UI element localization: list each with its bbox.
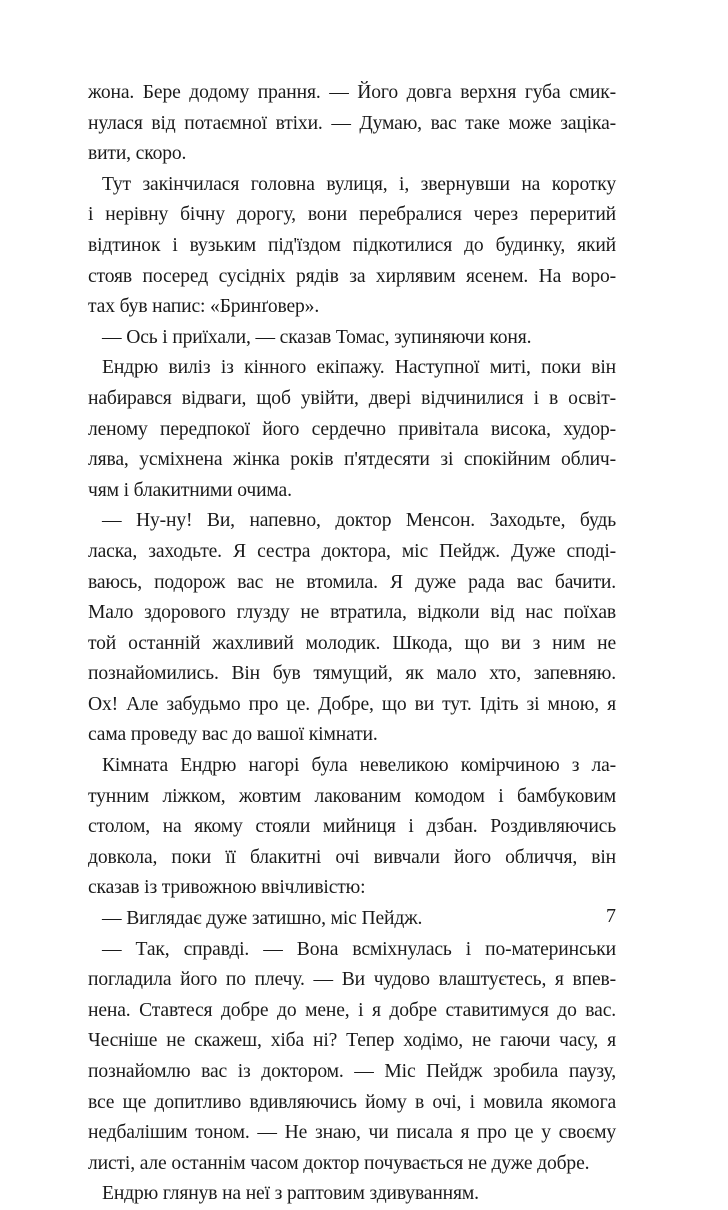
page-number: 7 (606, 905, 616, 927)
text-line: недбалішим тоном. — Не знаю, чи писала я про це у своєму (88, 1122, 616, 1144)
text-line: чям і блакитними очима. (88, 479, 292, 501)
paragraph (88, 323, 616, 354)
paragraph (88, 1179, 616, 1210)
text-line: Тут закінчилася головна вулиця, і, звернувши на коротку (102, 173, 616, 195)
text-line: листі, але останнім часом доктор почувається не дуже добре. (88, 1152, 590, 1174)
text-line: столом, на якому стояли мийниця і дзбан. Роздивляючись (88, 816, 616, 838)
text-line: тах був напис: «Бринґовер». (88, 296, 320, 318)
text-line: Ендрю глянув на неї з раптовим здивуванням. (102, 1183, 479, 1205)
text-line: нена. Ставтеся добре до мене, і я добре ставитимуся до вас. (88, 999, 616, 1021)
text-line: леному передпокої його сердечно привітала висока, худор- (88, 418, 616, 440)
text-line: — Ось і приїхали, — сказав Томас, зупиняючи коня. (102, 326, 532, 348)
paragraph (88, 904, 616, 935)
text-line: стояв посеред сусідніх рядів за хирлявим ясенем. На воро- (88, 265, 616, 287)
text-line: той останній жахливий молодик. Шкода, що ви з ним не (88, 632, 616, 654)
text-line: нулася від потаємної втіхи. — Думаю, вас таке може заціка- (88, 112, 616, 134)
paragraph (88, 78, 616, 170)
text-line: жона. Бере додому прання. — Його довга верхня губа смик- (88, 82, 616, 103)
text-line: — Виглядає дуже затишно, міс Пейдж. (102, 908, 423, 930)
text-line: Мало здорового глузду не втратила, відколи від нас поїхав (88, 602, 616, 624)
text-line: лява, усміхнена жінка років п'ятдесяти зі спокійним облич- (88, 449, 616, 471)
paragraph (88, 506, 616, 751)
text-line: ласка, заходьте. Я сестра доктора, міс Пейдж. Дуже споді- (88, 540, 616, 562)
text-line: вити, скоро. (88, 143, 187, 165)
text-line: погладила його по плечу. — Ви чудово влаштуєтесь, я впев- (88, 969, 616, 991)
paragraph (88, 935, 616, 1180)
text-line: тунним ліжком, жовтим лакованим комодом і бамбуковим (88, 785, 616, 807)
paragraph (88, 353, 616, 506)
text-line: Чесніше не скажеш, хіба ні? Тепер ходімо, не гаючи часу, я (88, 1030, 616, 1052)
text-line: сама проведу вас до вашої кімнати. (88, 724, 378, 746)
paragraph (88, 751, 616, 904)
text-line: — Так, справді. — Вона всміхнулась і по-материнськи (102, 938, 616, 960)
text-line: довкола, поки її блакитні очі вивчали його обличчя, він (88, 846, 616, 868)
text-line: сказав із тривожною ввічливістю: (88, 877, 366, 899)
book-page-text (88, 78, 616, 1210)
text-line: Ендрю виліз із кінного екіпажу. Наступної миті, поки він (102, 357, 616, 379)
text-line: познайомлю вас із доктором. — Міс Пейдж зробила паузу, (88, 1061, 616, 1082)
text-line: ваюсь, подорож вас не втомила. Я дуже рада вас бачити. (88, 571, 616, 593)
paragraph (88, 170, 616, 323)
text-line: Кімната Ендрю нагорі була невеликою комірчиною з ла- (102, 755, 616, 777)
text-line: все ще допитливо вдивляючись йому в очі, і мовила якомога (88, 1091, 616, 1113)
text-line: і нерівну бічну дорогу, вони перебралися через переритий (88, 204, 616, 226)
text-line: відтинок і вузьким під'їздом підкотилися до будинку, який (88, 234, 616, 256)
text-line: — Ну-ну! Ви, напевно, доктор Менсон. Заходьте, будь (102, 510, 616, 532)
text-line: набирався відваги, щоб увійти, двері відчинилися і в освіт- (88, 387, 616, 409)
text-line: Ох! Але забудьмо про це. Добре, що ви тут. Ідіть зі мною, я (88, 693, 616, 715)
text-line: познайомились. Він був тямущий, як мало хто, запевняю. (88, 663, 616, 685)
